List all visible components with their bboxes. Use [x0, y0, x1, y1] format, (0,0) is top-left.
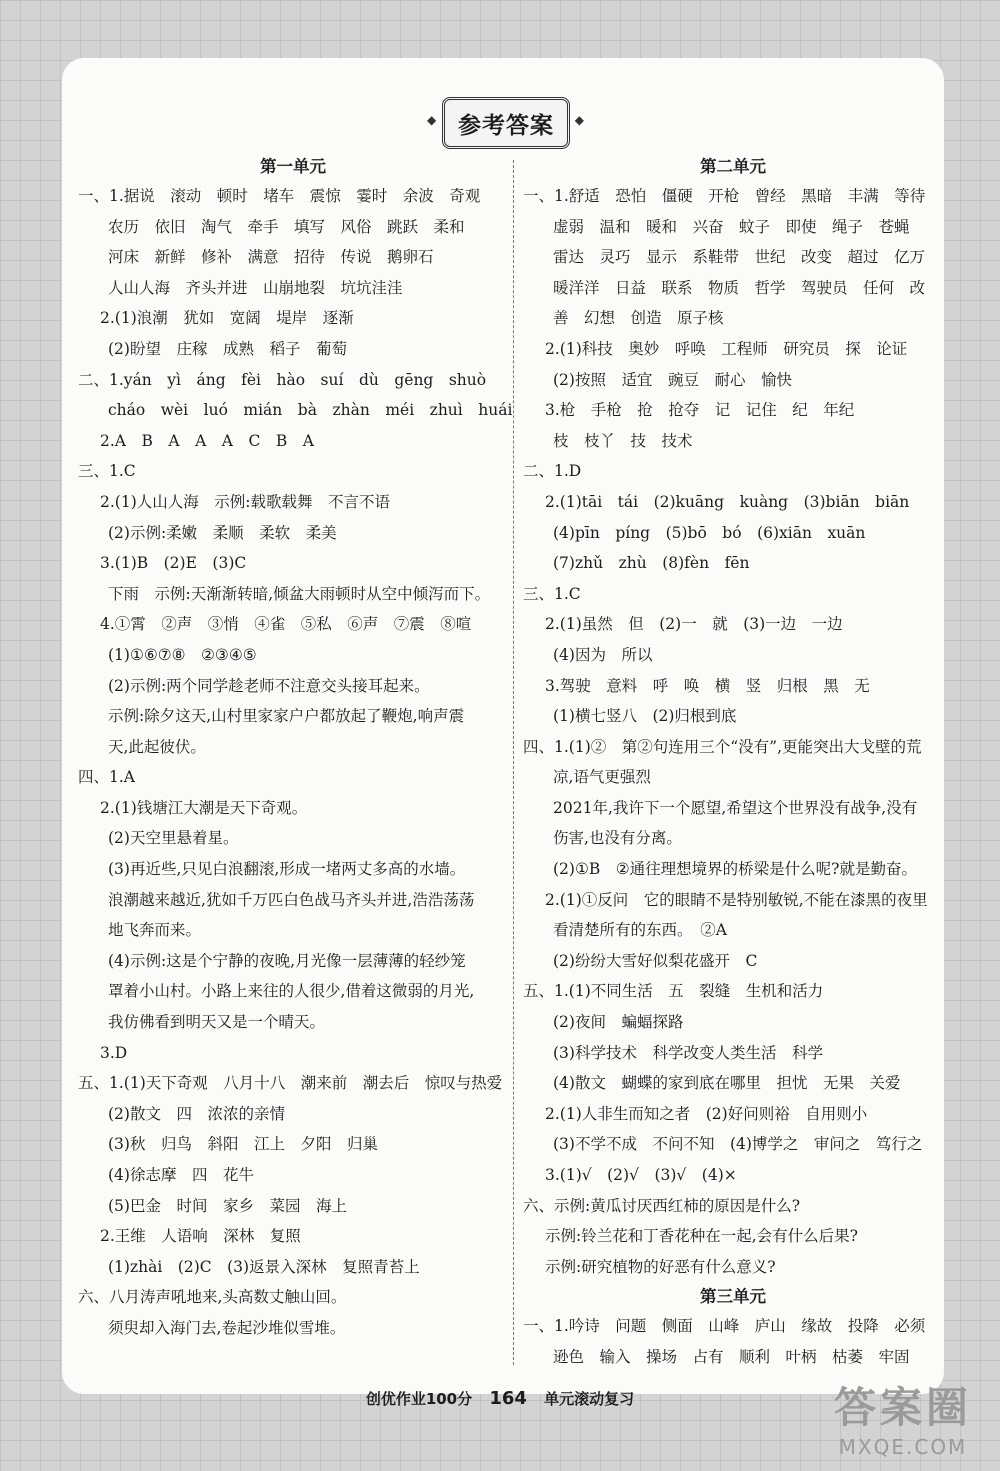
- answer-line: 地飞奔而来。: [108, 921, 202, 940]
- answer-line: 三、1.C: [523, 584, 581, 603]
- watermark-url: MXQE.COM: [838, 1435, 968, 1459]
- answer-line: (1)横七竖八 (2)归根到底: [553, 707, 737, 726]
- answer-line: 2.A B A A A C B A: [100, 431, 314, 450]
- answer-line: 六、示例:黄瓜讨厌西红柿的原因是什么?: [523, 1196, 801, 1215]
- answer-line: 浪潮越来越近,犹如千万匹白色战马齐头并进,浩浩荡荡: [108, 890, 475, 909]
- page-title: ◆ 参考答案 ◆: [442, 97, 570, 149]
- answer-line: (5)巴金 时间 家乡 菜园 海上: [108, 1196, 347, 1215]
- answer-line: 善 幻想 创造 原子核: [553, 309, 724, 328]
- answer-line: 2.(1)tāi tái (2)kuāng kuàng (3)biān biān: [545, 492, 910, 511]
- answer-line: (3)不学不成 不问不知 (4)博学之 审问之 笃行之: [553, 1135, 923, 1154]
- answer-line: 凉,语气更强烈: [553, 768, 651, 787]
- answer-line: (7)zhǔ zhù (8)fèn fēn: [553, 554, 750, 573]
- unit-title: 第二单元: [700, 157, 766, 176]
- answer-line: 一、1.据说 滚动 顿时 堵车 震惊 霎时 余波 奇观: [78, 187, 481, 205]
- answer-line: 四、1.(1)② 第②句连用三个“没有”,更能突出大戈壁的荒: [523, 737, 922, 756]
- left-column: [78, 152, 513, 1344]
- answer-line: 须臾却入海门去,卷起沙堆似雪堆。: [108, 1318, 346, 1337]
- section-title: 单元滚动复习: [544, 1390, 635, 1408]
- answer-line: 2.(1)浪潮 犹如 宽阔 堤岸 逐渐: [100, 309, 354, 328]
- answer-line: 人山人海 齐头并进 山崩地裂 坑坑洼洼: [108, 278, 403, 297]
- answer-line: 我仿佛看到明天又是一个晴天。: [108, 1013, 326, 1032]
- answer-line: 示例:除夕这天,山村里家家户户都放起了鞭炮,响声震: [108, 707, 465, 726]
- answer-line: (2)示例:柔嫩 柔顺 柔软 柔美: [108, 523, 337, 542]
- answer-line: (4)pīn píng (5)bō bó (6)xiān xuān: [553, 523, 866, 542]
- answer-line: 雷达 灵巧 显示 系鞋带 世纪 改变 超过 亿万: [553, 248, 926, 267]
- book-title: 创优作业100分: [365, 1390, 473, 1408]
- answer-line: (2)夜间 蝙蝠探路: [553, 1013, 684, 1032]
- answer-line: (2)散文 四 浓浓的亲情: [108, 1104, 285, 1123]
- answer-line: (2)纷纷大雪好似梨花盛开 C: [553, 951, 758, 970]
- answer-line: 三、1.C: [78, 462, 136, 481]
- answer-line: 六、八月涛声吼地来,头高数丈触山回。: [78, 1288, 347, 1307]
- answer-line: 2.(1)钱塘江大潮是天下奇观。: [100, 798, 308, 817]
- answer-line: (2)示例:两个同学趁老师不注意交头接耳起来。: [108, 676, 430, 695]
- answer-line: 看清楚所有的东西。 ②A: [553, 921, 727, 940]
- answer-line: 3.D: [100, 1043, 128, 1062]
- answer-line: (2)盼望 庄稼 成熟 稻子 葡萄: [108, 339, 347, 358]
- answer-line: 3.(1)√ (2)√ (3)√ (4)×: [545, 1166, 737, 1184]
- answer-line: 4.①霄 ②声 ③悄 ④雀 ⑤私 ⑥声 ⑦震 ⑧喧: [100, 615, 472, 634]
- answer-line: (4)徐志摩 四 花牛: [108, 1166, 254, 1184]
- answer-line: (4)因为 所以: [553, 645, 653, 664]
- answer-line: (2)天空里悬着星。: [108, 829, 239, 848]
- answer-line: (3)秋 归鸟 斜阳 江上 夕阳 归巢: [108, 1135, 378, 1154]
- answer-line: 虚弱 温和 暖和 兴奋 蚊子 即使 绳子 苍蝇: [553, 217, 910, 236]
- answer-line: 2.(1)人山人海 示例:载歌载舞 不言不语: [100, 492, 390, 511]
- answer-line: 农历 依旧 淘气 牵手 填写 风俗 跳跃 柔和: [108, 217, 465, 236]
- answer-line: 伤害,也没有分离。: [553, 829, 682, 848]
- answer-line: 四、1.A: [78, 768, 135, 787]
- answer-line: 天,此起彼伏。: [108, 737, 206, 756]
- answer-line: (2)按照 适宜 豌豆 耐心 愉快: [553, 370, 792, 389]
- answer-line: 暖洋洋 日益 联系 物质 哲学 驾驶员 任何 改: [553, 278, 926, 297]
- answer-line: 2021年,我许下一个愿望,希望这个世界没有战争,没有: [553, 798, 918, 817]
- answer-line: 示例:研究植物的好恶有什么意义?: [545, 1257, 776, 1276]
- answer-line: 五、1.(1)不同生活 五 裂缝 生机和活力: [523, 982, 824, 1001]
- answer-line: 2.王维 人语响 深林 复照: [100, 1227, 301, 1246]
- answer-line: 2.(1)①反问 它的眼睛不是特别敏锐,不能在漆黑的夜里: [545, 890, 928, 909]
- answer-line: 二、1.yán yì áng fèi hào suí dù gēng shuò: [78, 370, 487, 389]
- answer-line: 2.(1)人非生而知之者 (2)好问则裕 自用则小: [545, 1104, 868, 1123]
- answer-line: 示例:铃兰花和丁香花种在一起,会有什么后果?: [545, 1227, 858, 1246]
- answer-line: (4)示例:这是个宁静的夜晚,月光像一层薄薄的轻纱笼: [108, 951, 466, 970]
- answer-lines: [78, 181, 513, 1344]
- answer-line: 河床 新鲜 修补 满意 招待 传说 鹅卵石: [108, 248, 434, 267]
- answer-line: 罩着小山村。小路上来往的人很少,借着这微弱的月光,: [108, 982, 475, 1001]
- answer-line: 逊色 输入 操场 占有 顺利 叶柄 枯萎 牢固: [553, 1347, 910, 1366]
- answer-line: 二、1.D: [523, 462, 582, 481]
- answer-line: 3.枪 手枪 抢 抢夺 记 记住 纪 年纪: [545, 401, 855, 420]
- page-number: 164: [489, 1388, 527, 1409]
- answer-line: (1)①⑥⑦⑧ ②③④⑤: [108, 645, 257, 664]
- answer-line: cháo wèi luó mián bà zhàn méi zhuì huái: [108, 401, 513, 420]
- unit-title: 第一单元: [260, 157, 326, 176]
- unit-title: 第三单元: [700, 1287, 766, 1307]
- answer-line: 2.(1)虽然 但 (2)一 就 (3)一边 一边: [545, 615, 843, 634]
- watermark: [834, 1375, 972, 1459]
- answer-line: (3)再近些,只见白浪翻滚,形成一堵两丈多高的水墙。: [108, 860, 466, 879]
- right-column: [523, 152, 943, 1373]
- answer-line: 下雨 示例:天渐渐转暗,倾盆大雨顿时从空中倾泻而下。: [108, 584, 491, 603]
- column-divider: [513, 160, 514, 1365]
- answer-line: 一、1.吟诗 问题 侧面 山峰 庐山 缘故 投降 必须: [523, 1317, 926, 1336]
- answer-line: (3)科学技术 科学改变人类生活 科学: [553, 1043, 823, 1062]
- answer-line: 2.(1)科技 奥妙 呼唤 工程师 研究员 探 论证: [545, 339, 908, 358]
- answer-line: 3.(1)B (2)E (3)C: [100, 554, 247, 573]
- watermark-text: 答案圈: [833, 1383, 972, 1432]
- answer-line: (4)散文 蝴蝶的家到底在哪里 担忧 无果 关爱: [553, 1074, 901, 1093]
- answer-line: 一、1.舒适 恐怕 僵硬 开枪 曾经 黑暗 丰满 等待: [523, 187, 926, 205]
- answer-lines: [523, 181, 943, 1282]
- answer-line: 枝 枝丫 技 技术: [553, 431, 693, 450]
- answer-line: (2)①B ②通往理想境界的桥梁是什么呢?就是勤奋。: [553, 860, 917, 879]
- answer-line: (1)zhài (2)C (3)返景入深林 复照青苔上: [108, 1257, 420, 1276]
- answer-lines: [523, 1311, 943, 1372]
- answer-line: 五、1.(1)天下奇观 八月十八 潮来前 潮去后 惊叹与热爱: [78, 1074, 503, 1093]
- answer-line: 3.驾驶 意料 呼 唤 横 竖 归根 黑 无: [545, 676, 870, 695]
